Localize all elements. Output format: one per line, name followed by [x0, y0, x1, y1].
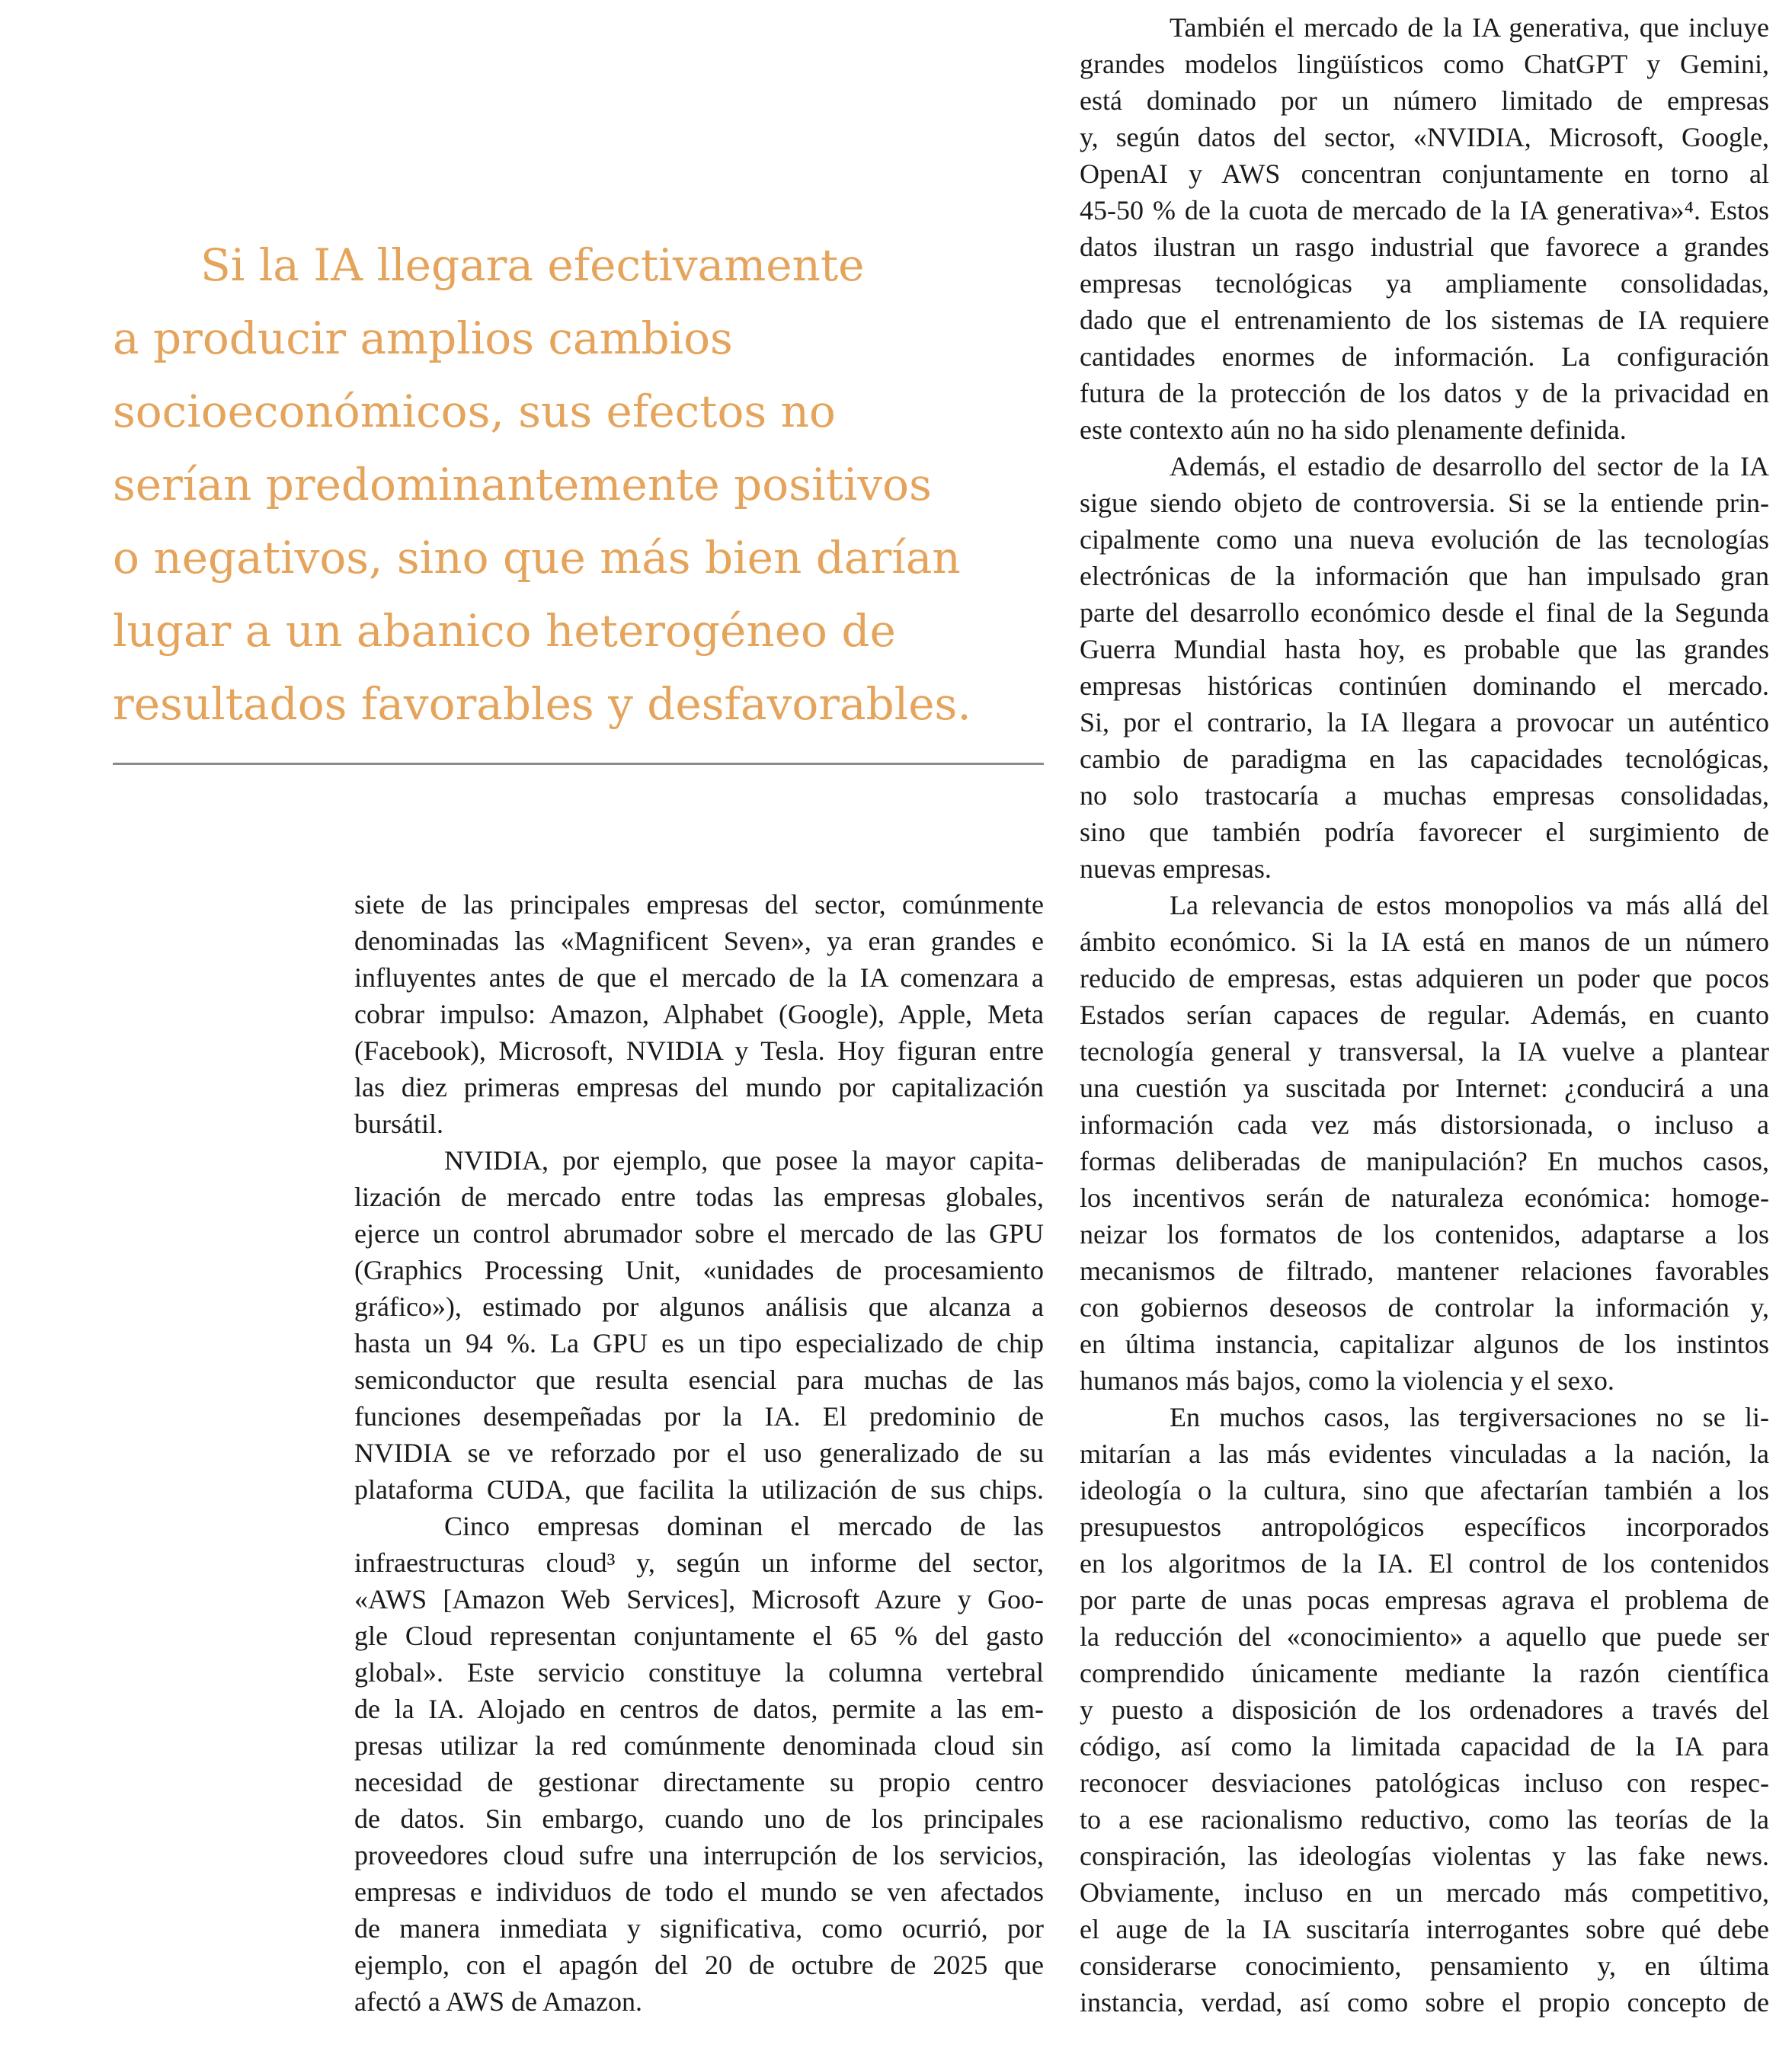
text-line: La relevancia de estos monopolios va más allá del: [1170, 890, 1769, 920]
text-line: También el mercado de la IA generativa, que incluye: [1170, 12, 1769, 43]
text-line: ideología o la cultura, sino que afectarían también a los: [1080, 1475, 1769, 1506]
text-line: plataforma CUDA, que facilita la utilización de sus chips.: [354, 1474, 1044, 1505]
text-line: empresas históricas continúen dominando el mercado.: [1080, 670, 1769, 701]
text-line: presas utilizar la red comúnmente denominada cloud sin: [354, 1730, 1044, 1761]
text-line: futura de la protección de los datos y de la privacidad en: [1080, 378, 1769, 408]
text-line: el auge de la IA suscitaría interrogantes sobre qué debe: [1080, 1914, 1769, 1944]
text-line: siete de las principales empresas del sector, comúnmente: [354, 889, 1044, 920]
text-line: sigue siendo objeto de controversia. Si se la entiende prin-: [1080, 488, 1769, 518]
text-line: influyentes antes de que el mercado de la IA comenzara a: [354, 962, 1044, 993]
text-line: código, así como la limitada capacidad de la IA para: [1080, 1731, 1769, 1762]
text-line: gráfico»), estimado por algunos análisis que alcanza a: [354, 1291, 1044, 1322]
text-line: por parte de unas pocas empresas agrava el problema de: [1080, 1585, 1769, 1615]
text-line: una cuestión ya suscitada por Internet: ¿conducirá a una: [1080, 1073, 1769, 1103]
text-line: mitarían a las más evidentes vinculadas a la nación, la: [1080, 1438, 1769, 1469]
text-line: (Graphics Processing Unit, «unidades de procesamiento: [354, 1255, 1044, 1285]
text-line: NVIDIA se ve reforzado por el uso generalizado de su: [354, 1438, 1044, 1468]
text-line: cantidades enormes de información. La configuración: [1080, 341, 1769, 372]
pull-quote-line: serían predominantemente positivos: [113, 459, 932, 510]
text-line: empresas tecnológicas ya ampliamente consolidadas,: [1080, 268, 1769, 299]
text-line: reducido de empresas, estas adquieren un poder que pocos: [1080, 963, 1769, 994]
text-line: y, según datos del sector, «NVIDIA, Microsoft, Google,: [1080, 122, 1769, 152]
text-line: infraestructuras cloud³ y, según un informe del sector,: [354, 1547, 1044, 1578]
text-line: neizar los formatos de los contenidos, adaptarse a los: [1080, 1219, 1769, 1250]
text-line: dado que el entrenamiento de los sistemas de IA requiere: [1080, 305, 1769, 335]
text-line: Estados serían capaces de regular. Además, en cuanto: [1080, 1000, 1769, 1030]
text-line: Obviamente, incluso en un mercado más competitivo,: [1080, 1877, 1769, 1908]
text-line: en última instancia, capitalizar algunos de los instintos: [1080, 1329, 1769, 1359]
text-line: grandes modelos lingüísticos como ChatGPT y Gemini,: [1080, 49, 1769, 79]
text-line: hasta un 94 %. La GPU es un tipo especializado de chip: [354, 1328, 1044, 1358]
pull-quote-line: a producir amplios cambios: [113, 312, 733, 364]
right-text-column: [1080, 9, 1769, 2021]
text-line: cobrar impulso: Amazon, Alphabet (Google), Apple, Meta: [354, 999, 1044, 1029]
text-line: proveedores cloud sufre una interrupción de los servicios,: [354, 1840, 1044, 1870]
pull-quote-line: resultados favorables y desfavorables.: [113, 678, 971, 730]
text-line: 45-50 % de la cuota de mercado de la IA generativa»⁴. Estos: [1080, 195, 1769, 226]
pull-quote-line: Si la IA llegara efectivamente: [200, 239, 865, 291]
text-line: de la IA. Alojado en centros de datos, permite a las em-: [354, 1694, 1044, 1724]
text-line: (Facebook), Microsoft, NVIDIA y Tesla. Hoy figuran entre: [354, 1035, 1044, 1066]
text-line: global». Este servicio constituye la columna vertebral: [354, 1657, 1044, 1688]
text-line: Guerra Mundial hasta hoy, es probable que las grandes: [1080, 634, 1769, 664]
text-line: sino que también podría favorecer el surgimiento de: [1080, 817, 1769, 847]
text-line: «AWS [Amazon Web Services], Microsoft Azure y Goo-: [354, 1584, 1044, 1614]
text-line: de datos. Sin embargo, cuando uno de los principales: [354, 1803, 1044, 1834]
text-line: en los algoritmos de la IA. El control de los contenidos: [1080, 1548, 1769, 1579]
text-line: la reducción del «conocimiento» a aquello que puede ser: [1080, 1621, 1769, 1652]
text-line: nuevas empresas.: [1080, 853, 1272, 884]
text-line: tecnología general y transversal, la IA vuelve a plantear: [1080, 1036, 1769, 1067]
text-line: Cinco empresas dominan el mercado de las: [444, 1511, 1044, 1541]
text-line: parte del desarrollo económico desde el final de la Segunda: [1080, 597, 1769, 628]
text-line: mecanismos de filtrado, mantener relaciones favorables: [1080, 1256, 1769, 1286]
text-line: datos ilustran un rasgo industrial que favorece a grandes: [1080, 232, 1769, 262]
text-line: En muchos casos, las tergiversaciones no se li-: [1170, 1402, 1769, 1432]
text-line: reconocer desviaciones patológicas incluso con respec-: [1080, 1768, 1769, 1798]
text-line: comprendido únicamente mediante la razón científica: [1080, 1658, 1769, 1688]
left-text-column: [354, 886, 1044, 2020]
text-line: está dominado por un número limitado de empresas: [1080, 85, 1769, 116]
text-line: to a ese racionalismo reductivo, como las teorías de la: [1080, 1804, 1769, 1835]
text-line: bursátil.: [354, 1109, 443, 1139]
text-line: formas deliberadas de manipulación? En muchos casos,: [1080, 1146, 1769, 1176]
text-line: empresas e individuos de todo el mundo se ven afectados: [354, 1877, 1044, 1907]
text-line: afectó a AWS de Amazon.: [354, 1986, 642, 2017]
text-line: NVIDIA, por ejemplo, que posee la mayor capita-: [444, 1145, 1044, 1176]
text-line: funciones desempeñadas por la IA. El predominio de: [354, 1401, 1044, 1432]
text-line: semiconductor que resulta esencial para muchas de las: [354, 1365, 1044, 1395]
text-line: Además, el estadio de desarrollo del sector de la IA: [1170, 451, 1769, 482]
text-line: información cada vez más distorsionada, o incluso a: [1080, 1109, 1769, 1140]
text-line: denominadas las «Magnificent Seven», ya eran grandes e: [354, 926, 1044, 956]
text-line: con gobiernos deseosos de controlar la información y,: [1080, 1292, 1769, 1323]
pull-quote: [113, 229, 1050, 741]
text-line: no solo trastocaría a muchas empresas consolidadas,: [1080, 780, 1769, 811]
text-line: instancia, verdad, así como sobre el propio concepto de: [1080, 1987, 1769, 2018]
text-line: presupuestos antropológicos específicos incorporados: [1080, 1512, 1769, 1542]
text-line: OpenAI y AWS concentran conjuntamente en torno al: [1080, 158, 1769, 189]
pull-quote-line: lugar a un abanico heterogéneo de: [113, 605, 896, 657]
text-line: cipalmente como una nueva evolución de las tecnologías: [1080, 524, 1769, 555]
text-line: ejemplo, con el apagón del 20 de octubre de 2025 que: [354, 1950, 1044, 1980]
text-line: cambio de paradigma en las capacidades tecnológicas,: [1080, 744, 1769, 774]
text-line: los incentivos serán de naturaleza económica: homoge-: [1080, 1182, 1769, 1213]
text-line: ejerce un control abrumador sobre el mercado de las GPU: [354, 1218, 1044, 1249]
text-line: considerarse conocimiento, pensamiento y, en última: [1080, 1950, 1769, 1981]
text-line: lización de mercado entre todas las empresas globales,: [354, 1182, 1044, 1212]
text-line: necesidad de gestionar directamente su propio centro: [354, 1767, 1044, 1797]
pull-quote-divider: [113, 763, 1044, 765]
text-line: ámbito económico. Si la IA está en manos de un número: [1080, 926, 1769, 957]
text-line: las diez primeras empresas del mundo por capitalización: [354, 1072, 1044, 1102]
pull-quote-line: o negativos, sino que más bien darían: [113, 532, 961, 584]
text-line: Si, por el contrario, la IA llegara a provocar un auténtico: [1080, 707, 1769, 738]
text-line: este contexto aún no ha sido plenamente definida.: [1080, 414, 1627, 445]
pull-quote-line: socioeconómicos, sus efectos no: [113, 386, 836, 437]
text-line: gle Cloud representan conjuntamente el 65 % del gasto: [354, 1621, 1044, 1651]
text-line: conspiración, las ideologías violentas y las fake news.: [1080, 1841, 1769, 1871]
text-line: electrónicas de la información que han impulsado gran: [1080, 561, 1769, 591]
text-line: humanos más bajos, como la violencia y el sexo.: [1080, 1365, 1614, 1396]
text-line: de manera inmediata y significativa, como ocurrió, por: [354, 1913, 1044, 1944]
text-line: y puesto a disposición de los ordenadores a través del: [1080, 1694, 1769, 1725]
